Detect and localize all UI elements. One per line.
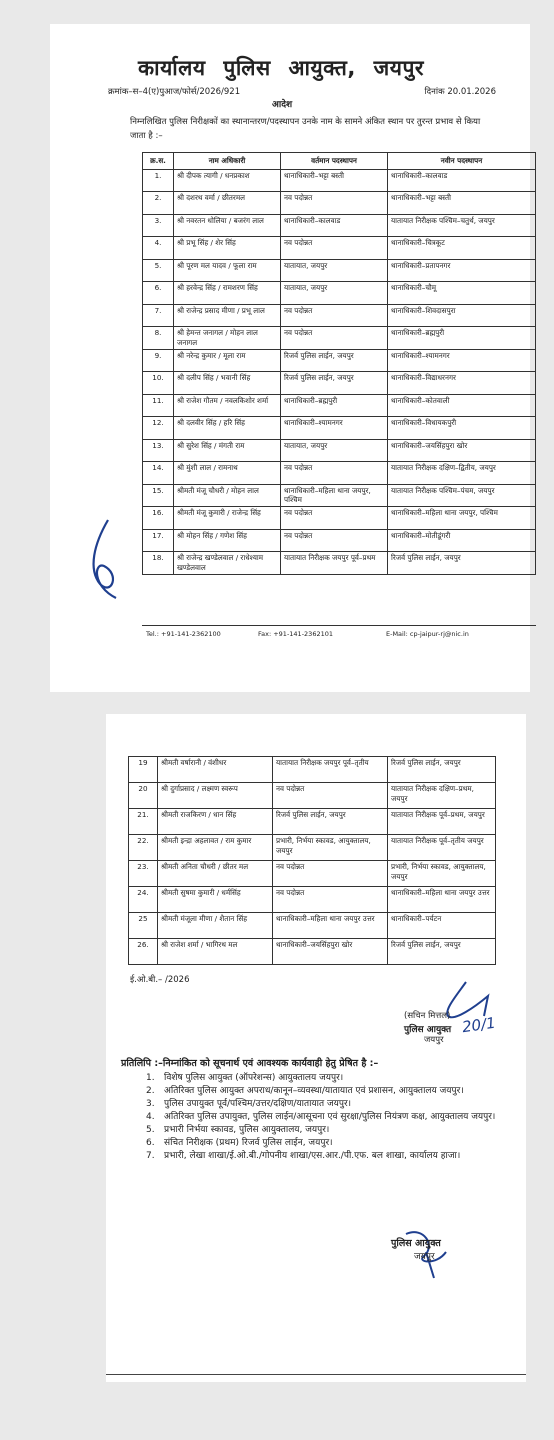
bottom-divider: [106, 1374, 526, 1375]
cell-officer-name: श्रीमती इन्द्रा अहलावत / राम कुमार: [158, 835, 273, 861]
cell-serial: 5.: [143, 259, 174, 282]
cell-current-posting: नव पदोन्नत: [281, 462, 388, 485]
cell-serial: 8.: [143, 327, 174, 350]
cell-new-posting: रिजर्व पुलिस लाईन, जयपुर: [388, 552, 536, 575]
cell-new-posting: थानाधिकारी–चित्रकूट: [388, 237, 536, 260]
cell-current-posting: नव पदोन्नत: [273, 783, 388, 809]
table-row: [143, 507, 536, 530]
cell-current-posting: यातायात निरीक्षक जयपुर पूर्व–तृतीय: [273, 757, 388, 783]
cell-officer-name: श्री राजेन्द्र प्रसाद मीणा / प्रभू लाल: [174, 304, 281, 327]
table-row: [143, 462, 536, 485]
cell-serial: 12.: [143, 417, 174, 440]
table-row: [129, 861, 496, 887]
col-header-name: नाम अधिकारी: [174, 153, 281, 170]
cell-current-posting: यातायात निरीक्षक जयपुर पूर्व–प्रथम: [281, 552, 388, 575]
cell-serial: 23.: [129, 861, 158, 887]
cell-officer-name: श्रीमती मंजू कुमारी / राजेन्द्र सिंह: [174, 507, 281, 530]
cell-officer-name: श्रीमती राजकिरण / धान सिंह: [158, 809, 273, 835]
cell-current-posting: रिजर्व पुलिस लाईन, जयपुर: [281, 372, 388, 395]
table-row: [143, 552, 536, 575]
list-item-text: प्रभारी निर्भया स्कावड, पुलिस आयुक्तालय, जयपुर।: [164, 1125, 330, 1135]
cell-officer-name: श्री दशरथ वर्मा / छीतरमल: [174, 192, 281, 215]
copy-heading: प्रतिलिपि :–निम्नांकित को सूचनार्थ एवं आवश्यक कार्यवाही हेतु प्रेषित है :–: [121, 1058, 379, 1069]
cell-new-posting: थानाधिकारी–जयसिंहपुरा खोर: [388, 439, 536, 462]
cell-current-posting: यातायात, जयपुर: [281, 439, 388, 462]
cell-serial: 2.: [143, 192, 174, 215]
footer-fax: Fax: +91-141-2362101: [258, 630, 333, 638]
cell-new-posting: थानाधिकारी–महिला थाना जयपुर उत्तर: [388, 887, 496, 913]
cell-current-posting: यातायात, जयपुर: [281, 282, 388, 305]
cell-serial: 14.: [143, 462, 174, 485]
cell-new-posting: थानाधिकारी–विद्याधरनगर: [388, 372, 536, 395]
signature-date-scribble: 20/1: [460, 1013, 497, 1037]
cell-serial: 10.: [143, 372, 174, 395]
list-item-text: अतिरिक्त पुलिस आयुक्त अपराध/कानून–व्यवस्था/यातायात एवं प्रशासन, आयुक्तालय जयपुर।: [164, 1086, 464, 1096]
cell-serial: 4.: [143, 237, 174, 260]
order-heading: आदेश: [272, 100, 293, 110]
cell-serial: 3.: [143, 214, 174, 237]
list-item-number: 6.: [146, 1138, 155, 1148]
signatory-name: (सचिन मित्तल): [404, 1011, 451, 1021]
list-item-text: विशेष पुलिस आयुक्त (ऑपरेशन्स) आयुक्तालय जयपुर।: [164, 1073, 344, 1083]
cell-serial: 9.: [143, 349, 174, 372]
cell-new-posting: थानाधिकारी–महिला थाना जयपुर, पश्चिम: [388, 507, 536, 530]
cell-officer-name: श्री हेमन्त जनागल / मोहन लाल जनागल: [174, 327, 281, 350]
list-item-number: 4.: [146, 1112, 155, 1122]
cell-new-posting: थानाधिकारी–पर्यटन: [388, 913, 496, 939]
footer-divider: [142, 625, 536, 626]
signatory-designation: पुलिस आयुक्त: [404, 1025, 452, 1035]
cell-new-posting: थानाधिकारी–विधायकपुरी: [388, 417, 536, 440]
intro-text: निम्नलिखित पुलिस निरीक्षकों का स्थानान्तरण/पदस्थापन उनके नाम के सामने अंकित स्थान पर तुरन्त प्रभाव से किया जाता है :–: [130, 117, 481, 141]
table-row: [129, 757, 496, 783]
cell-current-posting: रिजर्व पुलिस लाईन, जयपुर: [281, 349, 388, 372]
cell-officer-name: श्री हरवेन्द्र सिंह / रामशरण सिंह: [174, 282, 281, 305]
table-row: [129, 809, 496, 835]
copy-list: [146, 1072, 498, 1163]
list-item-number: 1.: [146, 1073, 155, 1083]
cell-officer-name: श्रीमती मंजू चौधरी / मोहन लाल: [174, 484, 281, 507]
list-item: [146, 1085, 498, 1097]
table-row: [143, 529, 536, 552]
cell-current-posting: थानाधिकारी–महिला थाना जयपुर, पश्चिम: [281, 484, 388, 507]
list-item-number: 5.: [146, 1125, 155, 1135]
office-title: कार्यालय पुलिस आयुक्त, जयपुर: [138, 56, 424, 80]
cell-new-posting: रिजर्व पुलिस लाईन, जयपुर: [388, 939, 496, 965]
cell-serial: 16.: [143, 507, 174, 530]
list-item: [146, 1098, 498, 1110]
cell-current-posting: नव पदोन्नत: [281, 507, 388, 530]
order-number: क्रमांक–स–4(ए)पुआज/फोर्स/2026/921: [108, 87, 241, 97]
footer-email: E-Mail: cp-jaipur-rj@nic.in: [386, 630, 469, 638]
table-row: [143, 327, 536, 350]
cell-officer-name: श्री दलवीर सिंह / हरि सिंह: [174, 417, 281, 440]
cell-serial: 1.: [143, 169, 174, 192]
cell-officer-name: श्रीमती अनिता चौधरी / छीतर मल: [158, 861, 273, 887]
cell-new-posting: यातायात निरीक्षक पश्चिम–चतुर्थ, जयपुर: [388, 214, 536, 237]
cell-new-posting: थानाधिकारी–चौमू: [388, 282, 536, 305]
cell-serial: 24.: [129, 887, 158, 913]
cell-serial: 11.: [143, 394, 174, 417]
table-row: [143, 169, 536, 192]
cell-new-posting: थानाधिकारी–ब्रह्मपुरी: [388, 327, 536, 350]
cell-serial: 19: [129, 757, 158, 783]
cell-new-posting: रिजर्व पुलिस लाईन, जयपुर: [388, 757, 496, 783]
cell-current-posting: थानाधिकारी–श्यामनगर: [281, 417, 388, 440]
table-row: [143, 259, 536, 282]
list-item-number: 7.: [146, 1151, 155, 1161]
cell-current-posting: नव पदोन्नत: [281, 192, 388, 215]
cell-serial: 15.: [143, 484, 174, 507]
cell-new-posting: यातायात निरीक्षक पूर्व–तृतीय जयपुर: [388, 835, 496, 861]
table-row: [129, 887, 496, 913]
table-row: [143, 349, 536, 372]
list-item-text: अतिरिक्त पुलिस उपायुक्त, पुलिस लाईन/आसूचना एवं सुरक्षा/पुलिस नियंत्रण कक्ष, आयुक्तालय जयपुर।: [164, 1112, 496, 1122]
list-item-text: संचित निरीक्षक (प्रथम) रिजर्व पुलिस लाईन, जयपुर।: [164, 1138, 333, 1148]
closing-city: जयपुर: [414, 1252, 435, 1262]
cell-officer-name: श्री नवरतन धोलिया / बजरंग लाल: [174, 214, 281, 237]
cell-new-posting: थानाधिकारी–श्यामनगर: [388, 349, 536, 372]
transfer-table-2: [128, 756, 496, 965]
cell-current-posting: रिजर्व पुलिस लाईन, जयपुर: [273, 809, 388, 835]
cell-current-posting: थानाधिकारी–महिला थाना जयपुर उत्तर: [273, 913, 388, 939]
col-header-sn: क्र.स.: [143, 153, 174, 170]
table-row: [143, 484, 536, 507]
cell-current-posting: नव पदोन्नत: [281, 529, 388, 552]
cell-current-posting: नव पदोन्नत: [281, 304, 388, 327]
table-row: [143, 282, 536, 305]
table-row: [129, 913, 496, 939]
cell-new-posting: प्रभारी, निर्भया स्कावड, आयुक्तालय, जयपुर: [388, 861, 496, 887]
document-page-1: [50, 24, 530, 692]
cell-serial: 17.: [143, 529, 174, 552]
cell-officer-name: श्री दीपक त्यागी / धनप्रकाश: [174, 169, 281, 192]
list-item: [146, 1150, 498, 1162]
cell-current-posting: नव पदोन्नत: [273, 861, 388, 887]
cell-serial: 25: [129, 913, 158, 939]
cell-current-posting: थानाधिकारी–कालवाड: [281, 214, 388, 237]
cell-officer-name: श्री प्रभू सिंह / शेर सिंह: [174, 237, 281, 260]
list-item-text: पुलिस उपायुक्त पूर्व/पश्चिम/उत्तर/दक्षिण/यातायात जयपुर।: [164, 1099, 352, 1109]
table-row: [143, 417, 536, 440]
signatory-city: जयपुर: [424, 1035, 444, 1045]
cell-current-posting: नव पदोन्नत: [273, 887, 388, 913]
transfer-table-1: [142, 152, 536, 575]
signature-mark: [86, 514, 126, 604]
cell-current-posting: प्रभारी, निर्भया स्कावड, आयुक्तालय, जयपुर: [273, 835, 388, 861]
cell-officer-name: श्री दुर्गाप्रसाद / लक्ष्मण स्वरूप: [158, 783, 273, 809]
footer-telephone: Tel.: +91-141-2362100: [146, 630, 221, 638]
table-row: [143, 394, 536, 417]
cell-new-posting: यातायात निरीक्षक दक्षिण–प्रथम, जयपुर: [388, 783, 496, 809]
list-item-number: 2.: [146, 1086, 155, 1096]
cell-serial: 21.: [129, 809, 158, 835]
list-item: [146, 1072, 498, 1084]
table-header-row: [143, 153, 536, 170]
cell-officer-name: श्री राजेन्द्र खण्डेलवाल / राधेश्याम खण्डेलवाल: [174, 552, 281, 575]
cell-officer-name: श्री सुरेश सिंह / मंगती राम: [174, 439, 281, 462]
cell-new-posting: यातायात निरीक्षक दक्षिण–द्वितीय, जयपुर: [388, 462, 536, 485]
cell-current-posting: नव पदोन्नत: [281, 237, 388, 260]
table-row: [129, 939, 496, 965]
cell-serial: 18.: [143, 552, 174, 575]
table-row: [143, 214, 536, 237]
cell-serial: 20: [129, 783, 158, 809]
table-row: [143, 192, 536, 215]
cell-officer-name: श्री नरेन्द्र कुमार / मूला राम: [174, 349, 281, 372]
cell-serial: 6.: [143, 282, 174, 305]
document-page-2: [106, 714, 526, 1382]
col-header-current: वर्तमान पदस्थापन: [281, 153, 388, 170]
cell-current-posting: नव पदोन्नत: [281, 327, 388, 350]
list-item: [146, 1111, 498, 1123]
cell-current-posting: थानाधिकारी–जयसिंहपुरा खोर: [273, 939, 388, 965]
closing-designation: पुलिस आयुक्त: [391, 1238, 441, 1249]
table-row: [143, 304, 536, 327]
list-item: [146, 1124, 498, 1136]
list-item-number: 3.: [146, 1099, 155, 1109]
cell-officer-name: श्री राजेश गौतम / नवलकिशोर शर्मा: [174, 394, 281, 417]
cell-new-posting: यातायात निरीक्षक पश्चिम–पंचम, जयपुर: [388, 484, 536, 507]
cell-officer-name: श्री दलीप सिंह / भवानी सिंह: [174, 372, 281, 395]
cell-officer-name: श्रीमती सुषमा कुमारी / धर्मसिंह: [158, 887, 273, 913]
cell-new-posting: थानाधिकारी–शिवदासपुरा: [388, 304, 536, 327]
cell-officer-name: श्री पूरण मल यादव / फूला राम: [174, 259, 281, 282]
list-item: [146, 1137, 498, 1149]
table-row: [129, 835, 496, 861]
cell-serial: 7.: [143, 304, 174, 327]
reference-number: ई.ओ.बी.– /2026: [130, 975, 190, 985]
table-row: [143, 372, 536, 395]
cell-new-posting: थानाधिकारी–भट्टा बस्ती: [388, 192, 536, 215]
cell-officer-name: श्री राजेश शर्मा / भागिरथ मल: [158, 939, 273, 965]
cell-serial: 26.: [129, 939, 158, 965]
cell-officer-name: श्री मोहन सिंह / गणेश सिंह: [174, 529, 281, 552]
list-item-text: प्रभारी, लेखा शाखा/ई.ओ.बी./गोपनीय शाखा/एस.आर./पी.एफ. बल शाखा, कार्यालय हाजा।: [164, 1151, 461, 1161]
cell-current-posting: थानाधिकारी–ब्रह्मपुरी: [281, 394, 388, 417]
cell-officer-name: श्रीमती वर्षारानी / वंशीधर: [158, 757, 273, 783]
table-row: [143, 439, 536, 462]
cell-current-posting: थानाधिकारी–भट्टा बस्ती: [281, 169, 388, 192]
cell-new-posting: थानाधिकारी–प्रतापनगर: [388, 259, 536, 282]
cell-officer-name: श्रीमती मंजूला मीणा / शैतान सिंह: [158, 913, 273, 939]
order-date: दिनांक 20.01.2026: [424, 87, 496, 97]
cell-serial: 13.: [143, 439, 174, 462]
cell-officer-name: श्री मुंशी लाल / रामनाथ: [174, 462, 281, 485]
table-row: [129, 783, 496, 809]
cell-new-posting: थानाधिकारी–कोतवाली: [388, 394, 536, 417]
cell-current-posting: यातायात, जयपुर: [281, 259, 388, 282]
cell-serial: 22.: [129, 835, 158, 861]
cell-new-posting: थानाधिकारी–कालवाड: [388, 169, 536, 192]
cell-new-posting: थानाधिकारी–मोतीडूंगरी: [388, 529, 536, 552]
table-row: [143, 237, 536, 260]
cell-new-posting: यातायात निरीक्षक पूर्व–प्रथम, जयपुर: [388, 809, 496, 835]
col-header-new: नवीन पदस्थापन: [388, 153, 536, 170]
